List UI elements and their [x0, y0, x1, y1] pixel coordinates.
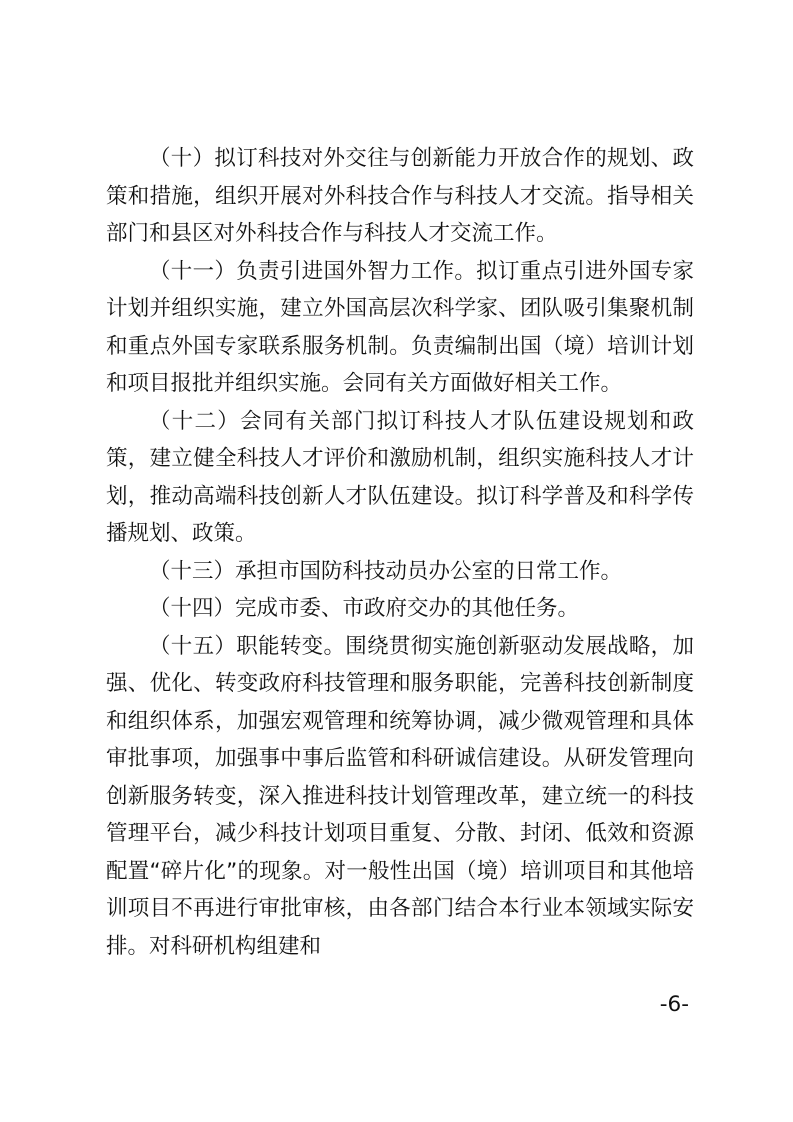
paragraph-13: （十三）承担市国防科技动员办公室的日常工作。 — [149, 558, 623, 584]
page-number: -6- — [659, 992, 689, 1017]
document-body — [106, 140, 694, 965]
paragraph-12: （十二）会同有关部门拟订科技人才队伍建设规划和政策，建立健全科技人才评价和激励机制，组织实施科技人才计划，推动高端科技创新人才队伍建设。拟订科学普及和科学传播规划、政策。 — [106, 408, 694, 546]
paragraph-15: （十五）职能转变。围绕贯彻实施创新驱动发展战略，加强、优化、转变政府科技管理和服务职能，完善科技创新制度和组织体系，加强宏观管理和统筹协调，减少微观管理和具体审批事项，加强事中事后监管和科研诚信建设。从研发管理向创新服务转变，深入推进科技计划管理改革，建立统一的科技管理平台，减少科技计划项目重复、分散、封闭、低效和资源配置“碎片化”的现象。对一般性出国（境）培训项目和其他培训项目不再进行审批审核，由各部门结合本行业本领域实际安排。对科研机构组建和 — [106, 633, 694, 959]
paragraph-14: （十四）完成市委、市政府交办的其他任务。 — [149, 596, 580, 621]
paragraph-10: （十）拟订科技对外交往与创新能力开放合作的规划、政策和措施，组织开展对外科技合作与科技人才交流。指导相关部门和县区对外科技合作与科技人才交流工作。 — [106, 146, 694, 246]
paragraph-11: （十一）负责引进国外智力工作。拟订重点引进外国专家计划并组织实施，建立外国高层次科学家、团队吸引集聚机制和重点外国专家联系服务机制。负责编制出国（境）培训计划和项目报批并组织实施。会同有关方面做好相关工作。 — [106, 258, 694, 396]
